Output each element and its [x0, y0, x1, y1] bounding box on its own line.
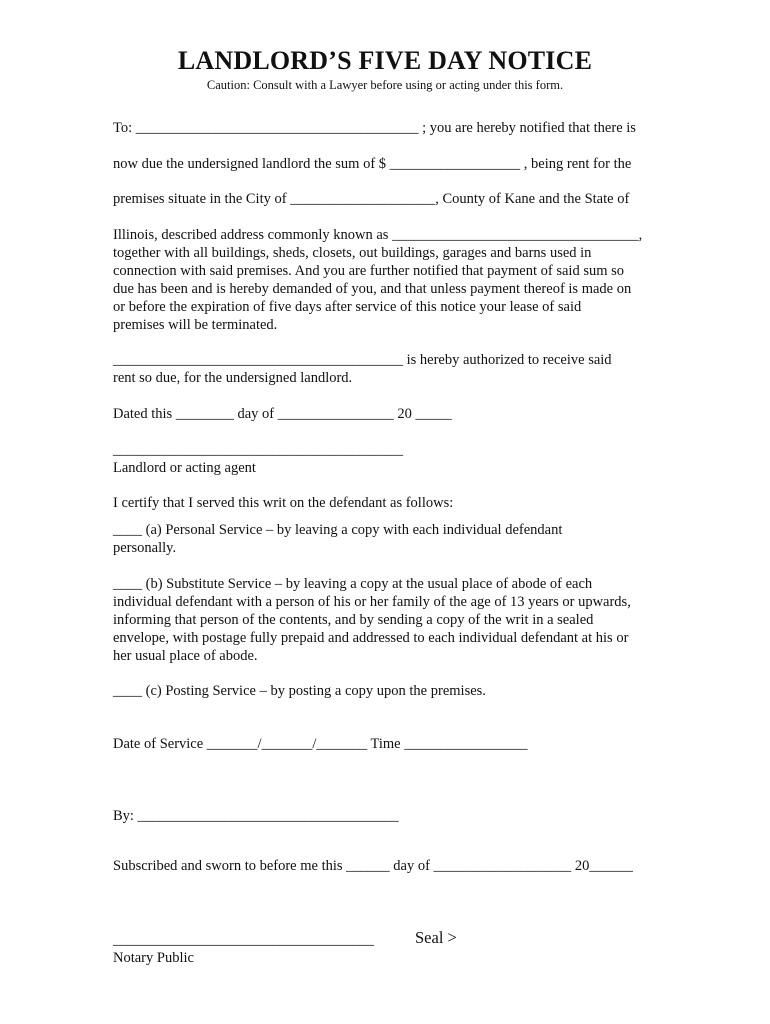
certify-statement: I certify that I served this writ on the defendant as follows:	[113, 495, 454, 511]
paragraph-line: together with all buildings, sheds, closets, out buildings, garages and barns used in	[113, 245, 592, 261]
amount-due-line: now due the undersigned landlord the sum of $ __________________ , being rent for the	[113, 156, 632, 172]
dated-line: Dated this ________ day of ________________ 20 _____	[113, 406, 452, 422]
notary-public-label: Notary Public	[113, 950, 194, 966]
personal-service-option	[113, 521, 661, 557]
premises-city-line: premises situate in the City of ____________________, County of Kane and the State of	[113, 191, 630, 207]
landlord-signature-label: Landlord or acting agent	[113, 460, 256, 476]
paragraph-line: personally.	[113, 540, 177, 556]
paragraph-line: ____ (a) Personal Service – by leaving a copy with each individual defendant	[113, 522, 563, 538]
landlord-signature-line: ________________________________________	[113, 442, 403, 458]
served-by-line: By: ____________________________________	[113, 808, 399, 824]
paragraph-line: premises will be terminated.	[113, 317, 278, 333]
paragraph-line: informing that person of the contents, and by sending a copy of the writ in a sealed	[113, 612, 594, 628]
paragraph-line: due has been and is hereby demanded of you, and that unless payment thereof is made on	[113, 281, 632, 297]
paragraph-line: ____ (b) Substitute Service – by leaving a copy at the usual place of abode of each	[113, 576, 593, 592]
caution-note: Caution: Consult with a Lawyer before using or acting under this form.	[206, 78, 564, 92]
to-line: To: _______________________________________ ; you are hereby notified that there is	[113, 120, 636, 136]
authorized-agent-paragraph	[113, 351, 661, 387]
paragraph-line: or before the expiration of five days after service of this notice your lease of said	[113, 299, 582, 315]
notary-signature-line: ____________________________________	[113, 932, 374, 948]
paragraph-line: individual defendant with a person of his or her family of the age of 13 years or upwards,	[113, 594, 631, 610]
substitute-service-option	[113, 575, 661, 665]
date-of-service-line: Date of Service _______/_______/_______ Time _________________	[113, 736, 528, 752]
paragraph-line: connection with said premises. And you are further notified that payment of said sum so	[113, 263, 625, 279]
paragraph-line: ________________________________________ is hereby authorized to receive said	[113, 352, 612, 368]
form-title: LANDLORD’S FIVE DAY NOTICE	[177, 46, 593, 75]
seal-label: Seal >	[415, 928, 457, 947]
sworn-statement-line: Subscribed and sworn to before me this ______ day of ___________________ 20______	[113, 858, 633, 874]
paragraph-line: her usual place of abode.	[113, 648, 258, 664]
paragraph-line: Illinois, described address commonly known as __________________________________,	[113, 227, 643, 243]
posting-service-option: ____ (c) Posting Service – by posting a copy upon the premises.	[113, 683, 486, 699]
paragraph-line: rent so due, for the undersigned landlord.	[113, 370, 353, 386]
paragraph-line: envelope, with postage fully prepaid and addressed to each individual defendant at his or	[113, 630, 629, 646]
premises-description-paragraph	[113, 226, 661, 334]
